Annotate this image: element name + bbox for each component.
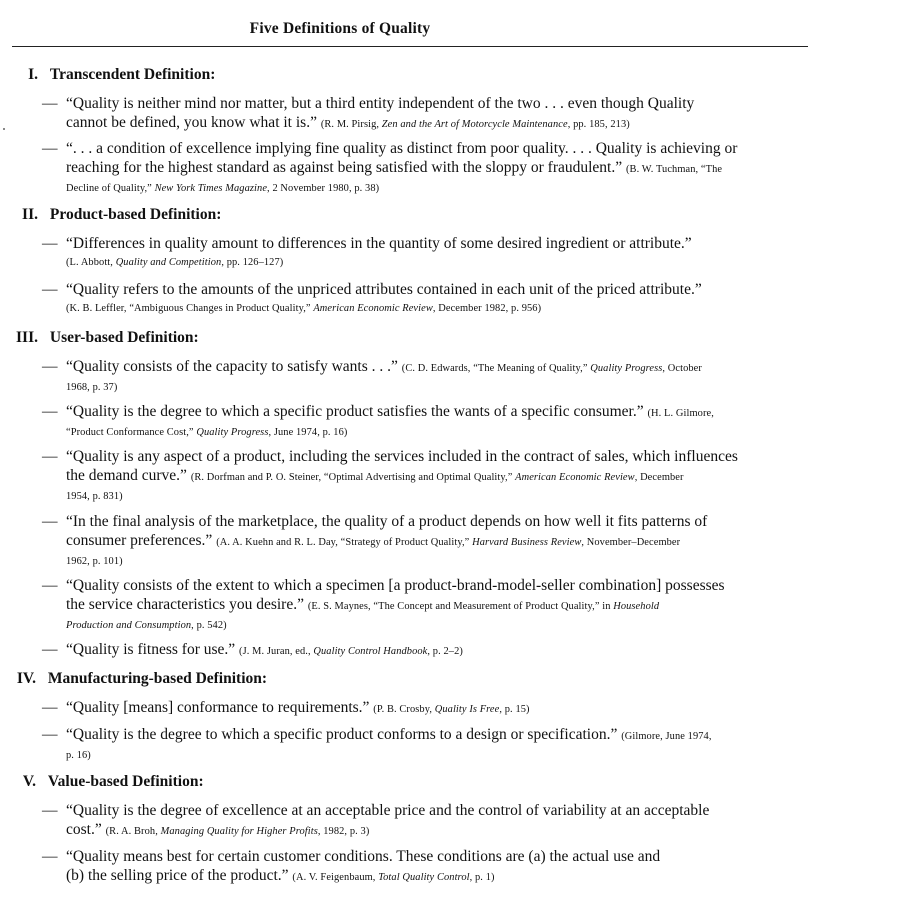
quote-text: “Quality consists of the capacity to satisfy wants . . .” bbox=[66, 358, 398, 375]
citation: 1962, p. 101) bbox=[66, 556, 123, 567]
dash: — bbox=[42, 802, 58, 819]
quote-line bbox=[42, 640, 888, 661]
quote-line bbox=[42, 113, 888, 134]
citation: (L. Abbott, Quality and Competition, pp. 126–127) bbox=[66, 257, 284, 268]
citation: (R. M. Pirsig, Zen and the Art of Motorcycle Maintenance, pp. 185, 213) bbox=[320, 119, 630, 130]
section-heading-3 bbox=[0, 329, 199, 347]
quote-text: consumer preferences.” bbox=[66, 532, 213, 549]
citation: (B. W. Tuchman, “The bbox=[626, 164, 723, 175]
dash: — bbox=[42, 641, 58, 658]
citation: 1954, p. 831) bbox=[66, 491, 123, 502]
dash: — bbox=[42, 577, 58, 594]
section-number: II. bbox=[22, 206, 38, 223]
dash: — bbox=[42, 281, 58, 298]
citation: 1968, p. 37) bbox=[66, 382, 118, 393]
section-number: I. bbox=[28, 66, 38, 83]
quote-text: reaching for the highest standard as against being satisfied with the sloppy or fraudulent.” bbox=[66, 159, 623, 176]
quote-text: “Quality [means] conformance to requirements.” bbox=[66, 699, 370, 716]
quote-text: cost.” bbox=[66, 821, 102, 838]
title-rule bbox=[12, 46, 808, 47]
quote-line bbox=[42, 357, 888, 378]
section-title: Product-based Definition: bbox=[49, 206, 222, 223]
citation: (P. B. Crosby, Quality Is Free, p. 15) bbox=[373, 704, 530, 715]
quote-text: “Quality consists of the extent to which a specimen [a product-brand-model-seller combination] possesses bbox=[66, 577, 725, 594]
section-heading-4 bbox=[0, 670, 267, 688]
citation: (A. A. Kuehn and R. L. Day, “Strategy of Product Quality,” Harvard Business Review, November–December bbox=[216, 537, 681, 548]
quote-text: “Quality is neither mind nor matter, but a third entity independent of the two . . . even though Quality bbox=[66, 95, 695, 112]
quote-text: “Quality refers to the amounts of the unpriced attributes contained in each unit of the priced attribute.” bbox=[66, 281, 702, 298]
quote-text: the service characteristics you desire.” bbox=[66, 596, 304, 613]
quote-text: “Quality is the degree to which a specific product conforms to a design or specification.” bbox=[66, 726, 618, 743]
quote-item bbox=[42, 576, 888, 635]
section-number: IV. bbox=[16, 670, 36, 687]
quote-text: cannot be defined, you know what it is.” bbox=[66, 114, 317, 131]
citation: (R. Dorfman and P. O. Steiner, “Optimal Advertising and Optimal Quality,” American Economic Review, December bbox=[190, 472, 684, 483]
dash: — bbox=[42, 513, 58, 530]
citation: (A. V. Feigenbaum, Total Quality Control, p. 1) bbox=[292, 872, 495, 883]
quote-item bbox=[42, 698, 888, 719]
quote-line bbox=[42, 725, 888, 746]
section-number: V. bbox=[22, 773, 36, 790]
quote-line bbox=[42, 531, 888, 552]
section-title: Transcendent Definition: bbox=[49, 66, 216, 83]
quote-item bbox=[42, 139, 888, 198]
quote-line bbox=[42, 820, 888, 841]
quote-text: the demand curve.” bbox=[66, 467, 187, 484]
citation: (E. S. Maynes, “The Concept and Measurement of Product Quality,” in Household bbox=[307, 601, 660, 612]
citation: (H. L. Gilmore, bbox=[647, 408, 714, 419]
page-title: Five Definitions of Quality bbox=[249, 20, 431, 37]
dash: — bbox=[42, 699, 58, 716]
section-number: III. bbox=[16, 329, 38, 346]
citation: p. 16) bbox=[66, 750, 91, 761]
quote-item bbox=[42, 640, 888, 661]
quote-line bbox=[42, 698, 888, 719]
quote-text: “Quality is fitness for use.” bbox=[66, 641, 236, 658]
dash: — bbox=[42, 95, 58, 112]
quote-item bbox=[42, 402, 888, 442]
citation: “Product Conformance Cost,” Quality Progress, June 1974, p. 16) bbox=[66, 427, 348, 438]
quote-item bbox=[42, 94, 888, 134]
quote-item bbox=[42, 847, 888, 887]
quote-item bbox=[42, 447, 888, 506]
citation: (Gilmore, June 1974, bbox=[621, 731, 712, 742]
citation: Production and Consumption, p. 542) bbox=[66, 620, 227, 631]
quote-item bbox=[42, 357, 888, 397]
dash: — bbox=[42, 448, 58, 465]
section-heading-2 bbox=[0, 206, 221, 224]
citation: (C. D. Edwards, “The Meaning of Quality,” Quality Progress, October bbox=[401, 363, 702, 374]
section-title: Value-based Definition: bbox=[47, 773, 204, 790]
dash: — bbox=[42, 140, 58, 157]
quote-text: (b) the selling price of the product.” bbox=[66, 867, 289, 884]
quote-item bbox=[42, 801, 888, 841]
dash: — bbox=[42, 848, 58, 865]
citation: (J. M. Juran, ed., Quality Control Handbook, p. 2–2) bbox=[239, 646, 463, 657]
quote-text: “. . . a condition of excellence implying fine quality as distinct from poor quality. . . . Quality is achieving or bbox=[66, 140, 738, 157]
quote-line bbox=[42, 466, 888, 487]
section-title: Manufacturing-based Definition: bbox=[47, 670, 268, 687]
quote-line bbox=[42, 158, 888, 179]
section-heading-1 bbox=[0, 66, 215, 84]
dash: — bbox=[42, 726, 58, 743]
section-heading-5 bbox=[0, 773, 204, 791]
quote-item bbox=[42, 512, 888, 571]
quote-line bbox=[42, 402, 888, 423]
quote-text: “Differences in quality amount to differences in the quantity of some desired ingredient or attribute.” bbox=[66, 235, 692, 252]
quote-text: “Quality is the degree to which a specific product satisfies the wants of a specific consumer.” bbox=[66, 403, 644, 420]
quote-item bbox=[42, 725, 888, 765]
dash: — bbox=[42, 235, 58, 252]
dash: — bbox=[42, 358, 58, 375]
quote-line bbox=[42, 866, 888, 887]
quote-text: “Quality is any aspect of a product, including the services included in the contract of sales, which influences bbox=[66, 448, 738, 465]
quote-text: “In the final analysis of the marketplace, the quality of a product depends on how well it fits patterns of bbox=[66, 513, 708, 530]
quote-text: “Quality means best for certain customer conditions. These conditions are (a) the actual use and bbox=[66, 848, 661, 865]
citation: Decline of Quality,” New York Times Magazine, 2 November 1980, p. 38) bbox=[66, 183, 380, 194]
scan-speck bbox=[3, 128, 5, 130]
section-title: User-based Definition: bbox=[49, 329, 199, 346]
citation: (K. B. Leffler, “Ambiguous Changes in Product Quality,” American Economic Review, December 1982, p. 956) bbox=[66, 303, 542, 314]
quote-item bbox=[42, 280, 888, 318]
dash: — bbox=[42, 403, 58, 420]
citation: (R. A. Broh, Managing Quality for Higher Profits, 1982, p. 3) bbox=[105, 826, 370, 837]
quote-text: “Quality is the degree of excellence at an acceptable price and the control of variability at an acceptable bbox=[66, 802, 710, 819]
quote-item bbox=[42, 234, 888, 272]
quote-line bbox=[42, 595, 888, 616]
